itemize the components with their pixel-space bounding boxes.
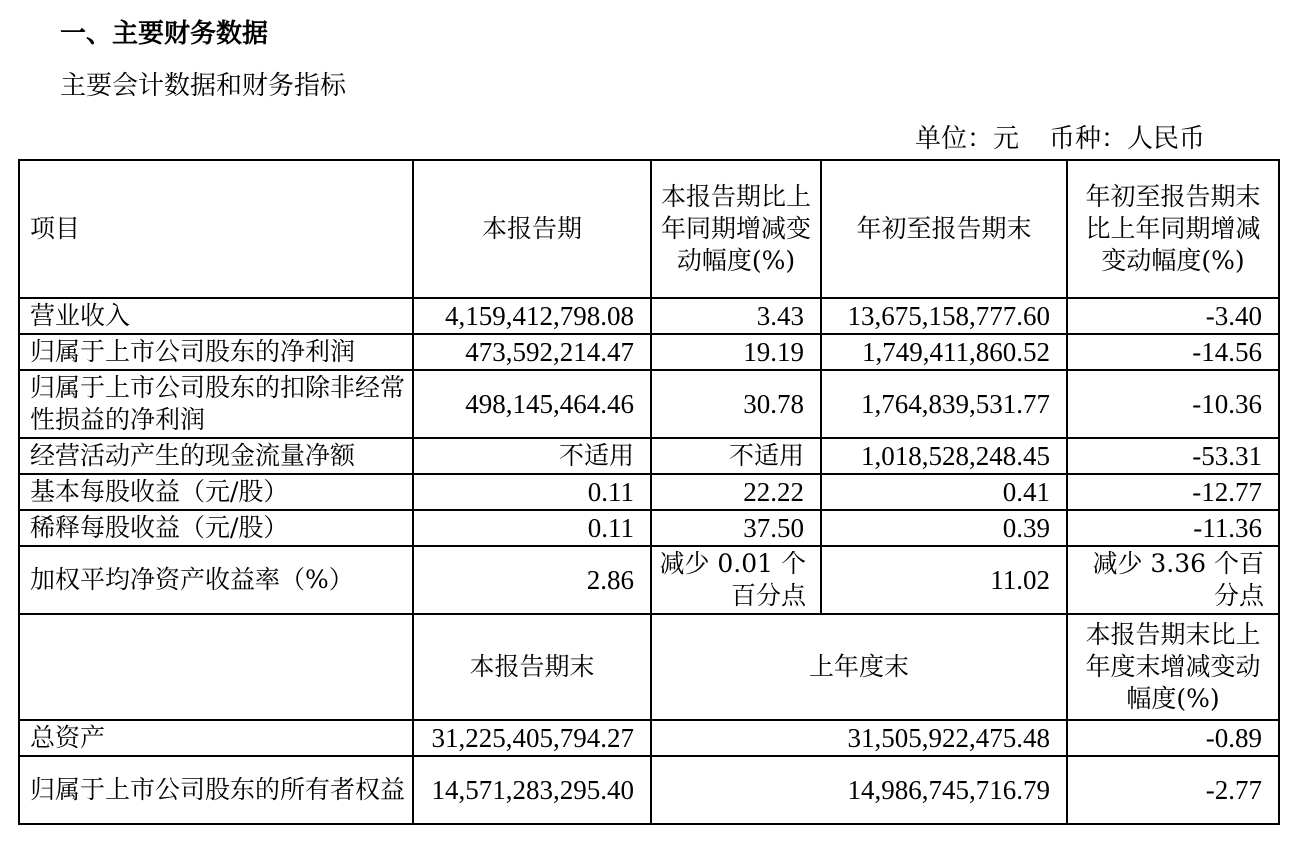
row-ytd: 13,675,158,777.60 [821, 298, 1067, 334]
header2-period-end: 本报告期末 [413, 614, 651, 720]
row-current: 2.86 [413, 546, 651, 614]
row-change: -0.89 [1067, 720, 1279, 756]
row-prior-year-end: 14,986,745,716.79 [651, 756, 1067, 824]
row-item: 总资产 [19, 720, 413, 756]
row-ytd: 11.02 [821, 546, 1067, 614]
table-row [19, 510, 1279, 546]
row-period-end: 31,225,405,794.27 [413, 720, 651, 756]
table-row [19, 298, 1279, 334]
row-ytd-change: -11.36 [1067, 510, 1279, 546]
row-current: 不适用 [413, 438, 651, 474]
header2-item [19, 614, 413, 720]
unit-label: 单位：元 [915, 124, 1020, 154]
row-current-change: 37.50 [651, 510, 821, 546]
row-ytd: 1,764,839,531.77 [821, 370, 1067, 438]
row-current-change: 不适用 [651, 438, 821, 474]
row-ytd-change: -10.36 [1067, 370, 1279, 438]
row-current-change: 3.43 [651, 298, 821, 334]
row-current: 498,145,464.46 [413, 370, 651, 438]
row-current-change: 19.19 [651, 334, 821, 370]
header-ytd: 年初至报告期末 [821, 160, 1067, 298]
table-row [19, 756, 1279, 824]
header-ytd-change: 年初至报告期末比上年同期增减变动幅度(%) [1067, 160, 1279, 298]
row-ytd-change: -14.56 [1067, 334, 1279, 370]
row-current: 0.11 [413, 510, 651, 546]
row-ytd: 1,018,528,248.45 [821, 438, 1067, 474]
row-ytd-change: -53.31 [1067, 438, 1279, 474]
row-current: 4,159,412,798.08 [413, 298, 651, 334]
table-row [19, 720, 1279, 756]
row-item: 归属于上市公司股东的扣除非经常性损益的净利润 [19, 370, 413, 438]
section-title: 一、主要财务数据 [60, 19, 269, 49]
row-current: 0.11 [413, 474, 651, 510]
row-current: 473,592,214.47 [413, 334, 651, 370]
row-item: 基本每股收益（元/股） [19, 474, 413, 510]
header-current-change: 本报告期比上年同期增减变动幅度(%) [651, 160, 821, 298]
table-row [19, 546, 1279, 614]
row-ytd-change: 减少 3.36 个百分点 [1067, 546, 1279, 614]
row-change: -2.77 [1067, 756, 1279, 824]
table-subtitle: 主要会计数据和财务指标 [60, 71, 347, 101]
header-current-period: 本报告期 [413, 160, 651, 298]
table-header-row [19, 160, 1279, 298]
table-header-row-2 [19, 614, 1279, 720]
row-prior-year-end: 31,505,922,475.48 [651, 720, 1067, 756]
unit-currency-line [915, 120, 1205, 158]
row-item: 经营活动产生的现金流量净额 [19, 438, 413, 474]
row-ytd: 0.41 [821, 474, 1067, 510]
row-period-end: 14,571,283,295.40 [413, 756, 651, 824]
row-current-change: 30.78 [651, 370, 821, 438]
row-ytd-change: -12.77 [1067, 474, 1279, 510]
row-item: 稀释每股收益（元/股） [19, 510, 413, 546]
header-item: 项目 [19, 160, 413, 298]
table-row [19, 370, 1279, 438]
table-row [19, 474, 1279, 510]
row-item: 归属于上市公司股东的净利润 [19, 334, 413, 370]
table-row [19, 334, 1279, 370]
row-item: 营业收入 [19, 298, 413, 334]
row-current-change: 减少 0.01 个百分点 [651, 546, 821, 614]
row-item: 归属于上市公司股东的所有者权益 [19, 756, 413, 824]
currency-label: 币种：人民币 [1049, 124, 1206, 154]
row-current-change: 22.22 [651, 474, 821, 510]
row-ytd: 1,749,411,860.52 [821, 334, 1067, 370]
header2-change: 本报告期末比上年度末增减变动幅度(%) [1067, 614, 1279, 720]
row-ytd-change: -3.40 [1067, 298, 1279, 334]
financial-data-table [18, 159, 1280, 825]
table-row [19, 438, 1279, 474]
header2-prior-year-end: 上年度末 [651, 614, 1067, 720]
row-ytd: 0.39 [821, 510, 1067, 546]
row-item: 加权平均净资产收益率（%） [19, 546, 413, 614]
